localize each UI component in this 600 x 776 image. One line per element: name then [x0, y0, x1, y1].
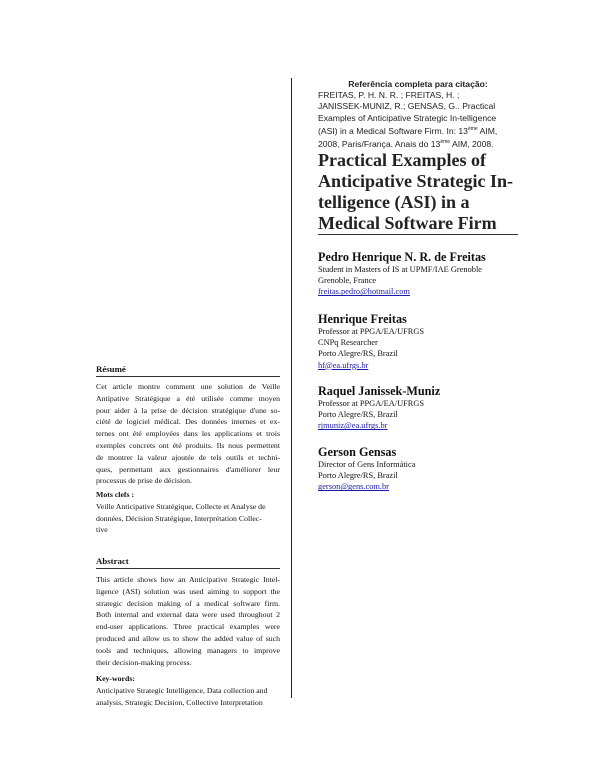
citation-line: FREITAS, P. H. N. R. ; FREITAS, H. ; [318, 90, 460, 101]
resume-line: ques, permettant aux gestionnaires d'améliorer leur [96, 464, 280, 474]
title-divider [318, 234, 518, 235]
keyword-line: Veille Anticipative Stratégique, Collecte et Analyse de [96, 502, 266, 511]
author-block [318, 384, 518, 432]
author-role: CNPq Researcher [318, 338, 378, 348]
author-affiliation: Student in Masters of IS at UPMF/IAE Grenoble [318, 265, 482, 274]
resume-keywords-heading: Mots clefs : [96, 490, 135, 499]
keyword-line: Anticipative Strategic Intelligence, Data collection and [96, 686, 268, 695]
author-location: Porto Alegre/RS, Brazil [318, 410, 398, 420]
citation-line: Examples of Anticipative Strategic In-telligence [318, 112, 497, 123]
citation-line [318, 124, 518, 137]
author-affiliation: Director of Gens Informática [318, 460, 416, 469]
author-email-link[interactable]: gerson@gens.com.br [318, 482, 389, 492]
citation-line [318, 137, 518, 150]
abstract-line: produced and allow us to show the added value of such [96, 633, 280, 643]
resume-line: ternes ont été employées dans les applications et trois [96, 429, 280, 439]
resume-line: de montrer la valeur ajoutée de tels outils et techni- [96, 452, 280, 462]
author-block [318, 445, 518, 493]
resume-line: Cet article montre comment une solution de Veille [96, 382, 280, 391]
superscript: ème [467, 125, 478, 132]
abstract-line: tools and techniques, allowing managers to improve [96, 645, 280, 655]
keyword-line: tive [96, 525, 108, 535]
citation-title: Referência completa para citação: [348, 79, 488, 89]
author-block [318, 312, 518, 371]
resume-line: Antipative Stratégique a été utilisée comme moyen [96, 393, 280, 403]
title-line: Practical Examples of [318, 150, 486, 170]
abstract-keywords-heading: Key-words: [96, 674, 135, 683]
abstract-line: end-user applications. Three practical examples were [96, 622, 280, 632]
resume-body [96, 381, 280, 487]
abstract-keywords [96, 685, 280, 708]
citation-line: JANISSEK-MUNIZ, R.; GENSAS, G.. Practical [318, 101, 496, 112]
author-block [318, 250, 518, 298]
abstract-line: Both internal and external data were used throughout 2 [96, 610, 280, 620]
citation-line-text: (ASI) in a Medical Software Firm. In: 13 [318, 125, 468, 136]
resume-line: ciété de logiciel médical. Des données internes et ex- [96, 417, 280, 427]
author-affiliation: Professor at PPGA/EA/UFRGS [318, 327, 425, 336]
column-divider [291, 78, 292, 698]
abstract-line: ligence (ASI) solution was used aiming to support the [96, 586, 280, 596]
author-email-link[interactable]: freitas.pedro@hotmail.com [318, 287, 410, 297]
author-email-link[interactable]: rjmuniz@ea.ufrgs.br [318, 421, 388, 431]
abstract-heading: Abstract [96, 556, 280, 569]
citation-line-text: 2008, Paris/França. Anais do 13 [318, 139, 441, 150]
author-email-link[interactable]: hf@ea.ufrgs.br [318, 360, 369, 370]
title-line: Medical Software Firm [318, 213, 497, 233]
resume-line: processus de prise de décision. [96, 476, 192, 486]
resume-heading: Résumé [96, 364, 280, 377]
resume-keywords [96, 501, 280, 536]
keyword-line: données, Décision Stratégique, Interprétation Collec- [96, 513, 262, 523]
superscript: ème [440, 139, 451, 146]
author-name: Gerson Gensas [318, 445, 397, 459]
citation-line-tail: AIM, [477, 125, 498, 136]
author-location: Porto Alegre/RS, Brazil [318, 471, 398, 481]
keyword-line: analysis, Strategic Decision, Collective Interpretation [96, 697, 263, 707]
citation-block [318, 79, 518, 150]
author-location: Grenoble, France [318, 276, 377, 286]
abstract-line: their decision-making process. [96, 657, 192, 667]
abstract-line: This article shows how an Anticipative Strategic Intel- [96, 575, 280, 584]
author-affiliation: Professor at PPGA/EA/UFRGS [318, 399, 425, 408]
citation-line-tail: AIM, 2008. [450, 139, 494, 150]
title-line: telligence (ASI) in a [318, 192, 470, 212]
resume-line: pour aider à la prise de décision stratégique d'une so- [96, 405, 280, 415]
abstract-body [96, 574, 280, 668]
paper-title [318, 150, 528, 234]
author-name: Raquel Janissek-Muniz [318, 384, 441, 398]
author-name: Henrique Freitas [318, 312, 407, 326]
author-name: Pedro Henrique N. R. de Freitas [318, 250, 486, 264]
abstract-line: strategic decision making of a medical software firm. [96, 598, 280, 608]
title-line: Anticipative Strategic In- [318, 171, 513, 191]
author-location: Porto Alegre/RS, Brazil [318, 349, 398, 359]
resume-line: exemples concrets ont été produits. Ils nous permettent [96, 440, 280, 450]
